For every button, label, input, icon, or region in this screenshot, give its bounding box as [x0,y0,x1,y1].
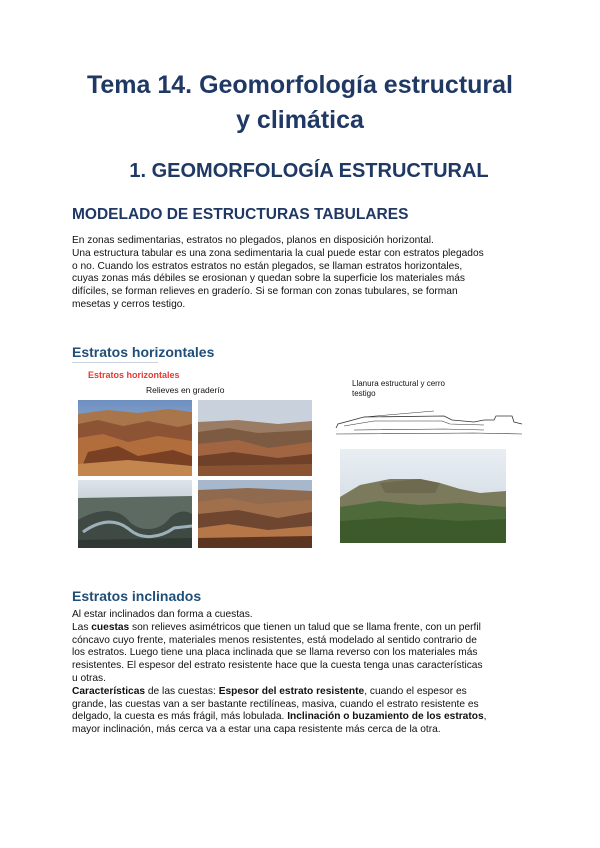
title-line-1: Tema 14. Geomorfología estructural [86,71,514,99]
intro-paragraph [72,235,534,312]
inclined-line: los estratos. Luego tiene una placa inclinada que se llama reverso con los materiales más [72,647,478,659]
horizontal-strata-heading: Estratos horizontales [72,344,215,360]
inclined-line: resistentes. El espesor del estrato resistente hace que la cuesta tenga unas características [72,660,483,672]
intro-line: mesetas y cerros testigo. [72,298,186,310]
text-run: , cuando el espesor es [364,685,467,697]
inclined-line [72,711,534,724]
intro-line: En zonas sedimentarias, estratos no plegados, planos en disposición horizontal. [72,235,434,246]
heading-underline [72,362,158,363]
canyon-photo [198,480,312,548]
canyon-photo [78,400,192,476]
subsection-heading: MODELADO DE ESTRUCTURAS TABULARES [72,206,409,223]
diagram-caption-line: Llanura estructural y cerro [352,379,445,388]
inclined-line: Al estar inclinados dan forma a cuestas. [72,609,253,620]
structural-plain-diagram [334,400,524,438]
text-run: delgado, la cuesta es más frágil, más lobulada. [72,711,288,723]
text-run: de las cuestas: [145,685,219,697]
inclined-line: cóncavo cuyo frente, materiales menos resistentes, está modelado al sentido contrario de [72,634,477,646]
intro-line: cuyas zonas más débiles se erosionan y quedan sobre la superficie los materiales más [72,273,465,285]
mesa-photo [340,449,506,543]
inclined-line: u otras. [72,672,106,684]
diagram-caption [352,379,445,399]
document-title [40,68,560,138]
diagram-caption-line: testigo [352,389,376,398]
text-run: son relieves asimétricos que tienen un talud que se llama frente, con un perfil [129,621,481,633]
river-meander-photo [78,480,192,548]
inclined-line [72,686,534,699]
figure-caption: Relieves en graderío [146,385,225,395]
title-line-2: y climática [236,106,364,134]
bold-term: Características [72,685,146,697]
inclined-line: mayor inclinación, más cerca va a estar una capa resistente más cerca de la otra. [72,724,441,736]
inclined-paragraph [72,609,534,737]
figure-caption-red: Estratos horizontales [88,370,180,380]
inclined-strata-heading: Estratos inclinados [72,588,202,604]
bold-term: Inclinación o buzamiento de los estratos [287,711,484,723]
bold-term: cuestas [91,621,130,633]
inclined-line [72,622,534,635]
inclined-line: grande, las cuestas van a ser bastante rectilíneas, masiva, cuando el estrato resistente es [72,698,479,710]
bold-term: Espesor del estrato resistente [218,685,365,697]
text-run: Las [72,621,92,633]
intro-line: difíciles, se forman relieves en graderío. Si se forman con zonas tubulares, se forman [72,286,458,298]
canyon-photo [198,400,312,476]
intro-line: o no. Cuando los estratos estratos no están plegados, se llaman estratos horizontales, [72,260,463,272]
text-run: , [483,711,487,723]
section-heading: 1. GEOMORFOLOGÍA ESTRUCTURAL [129,160,489,182]
intro-line: Una estructura tabular es una zona sedimentaria la cual puede estar con estratos plegados [72,247,484,259]
